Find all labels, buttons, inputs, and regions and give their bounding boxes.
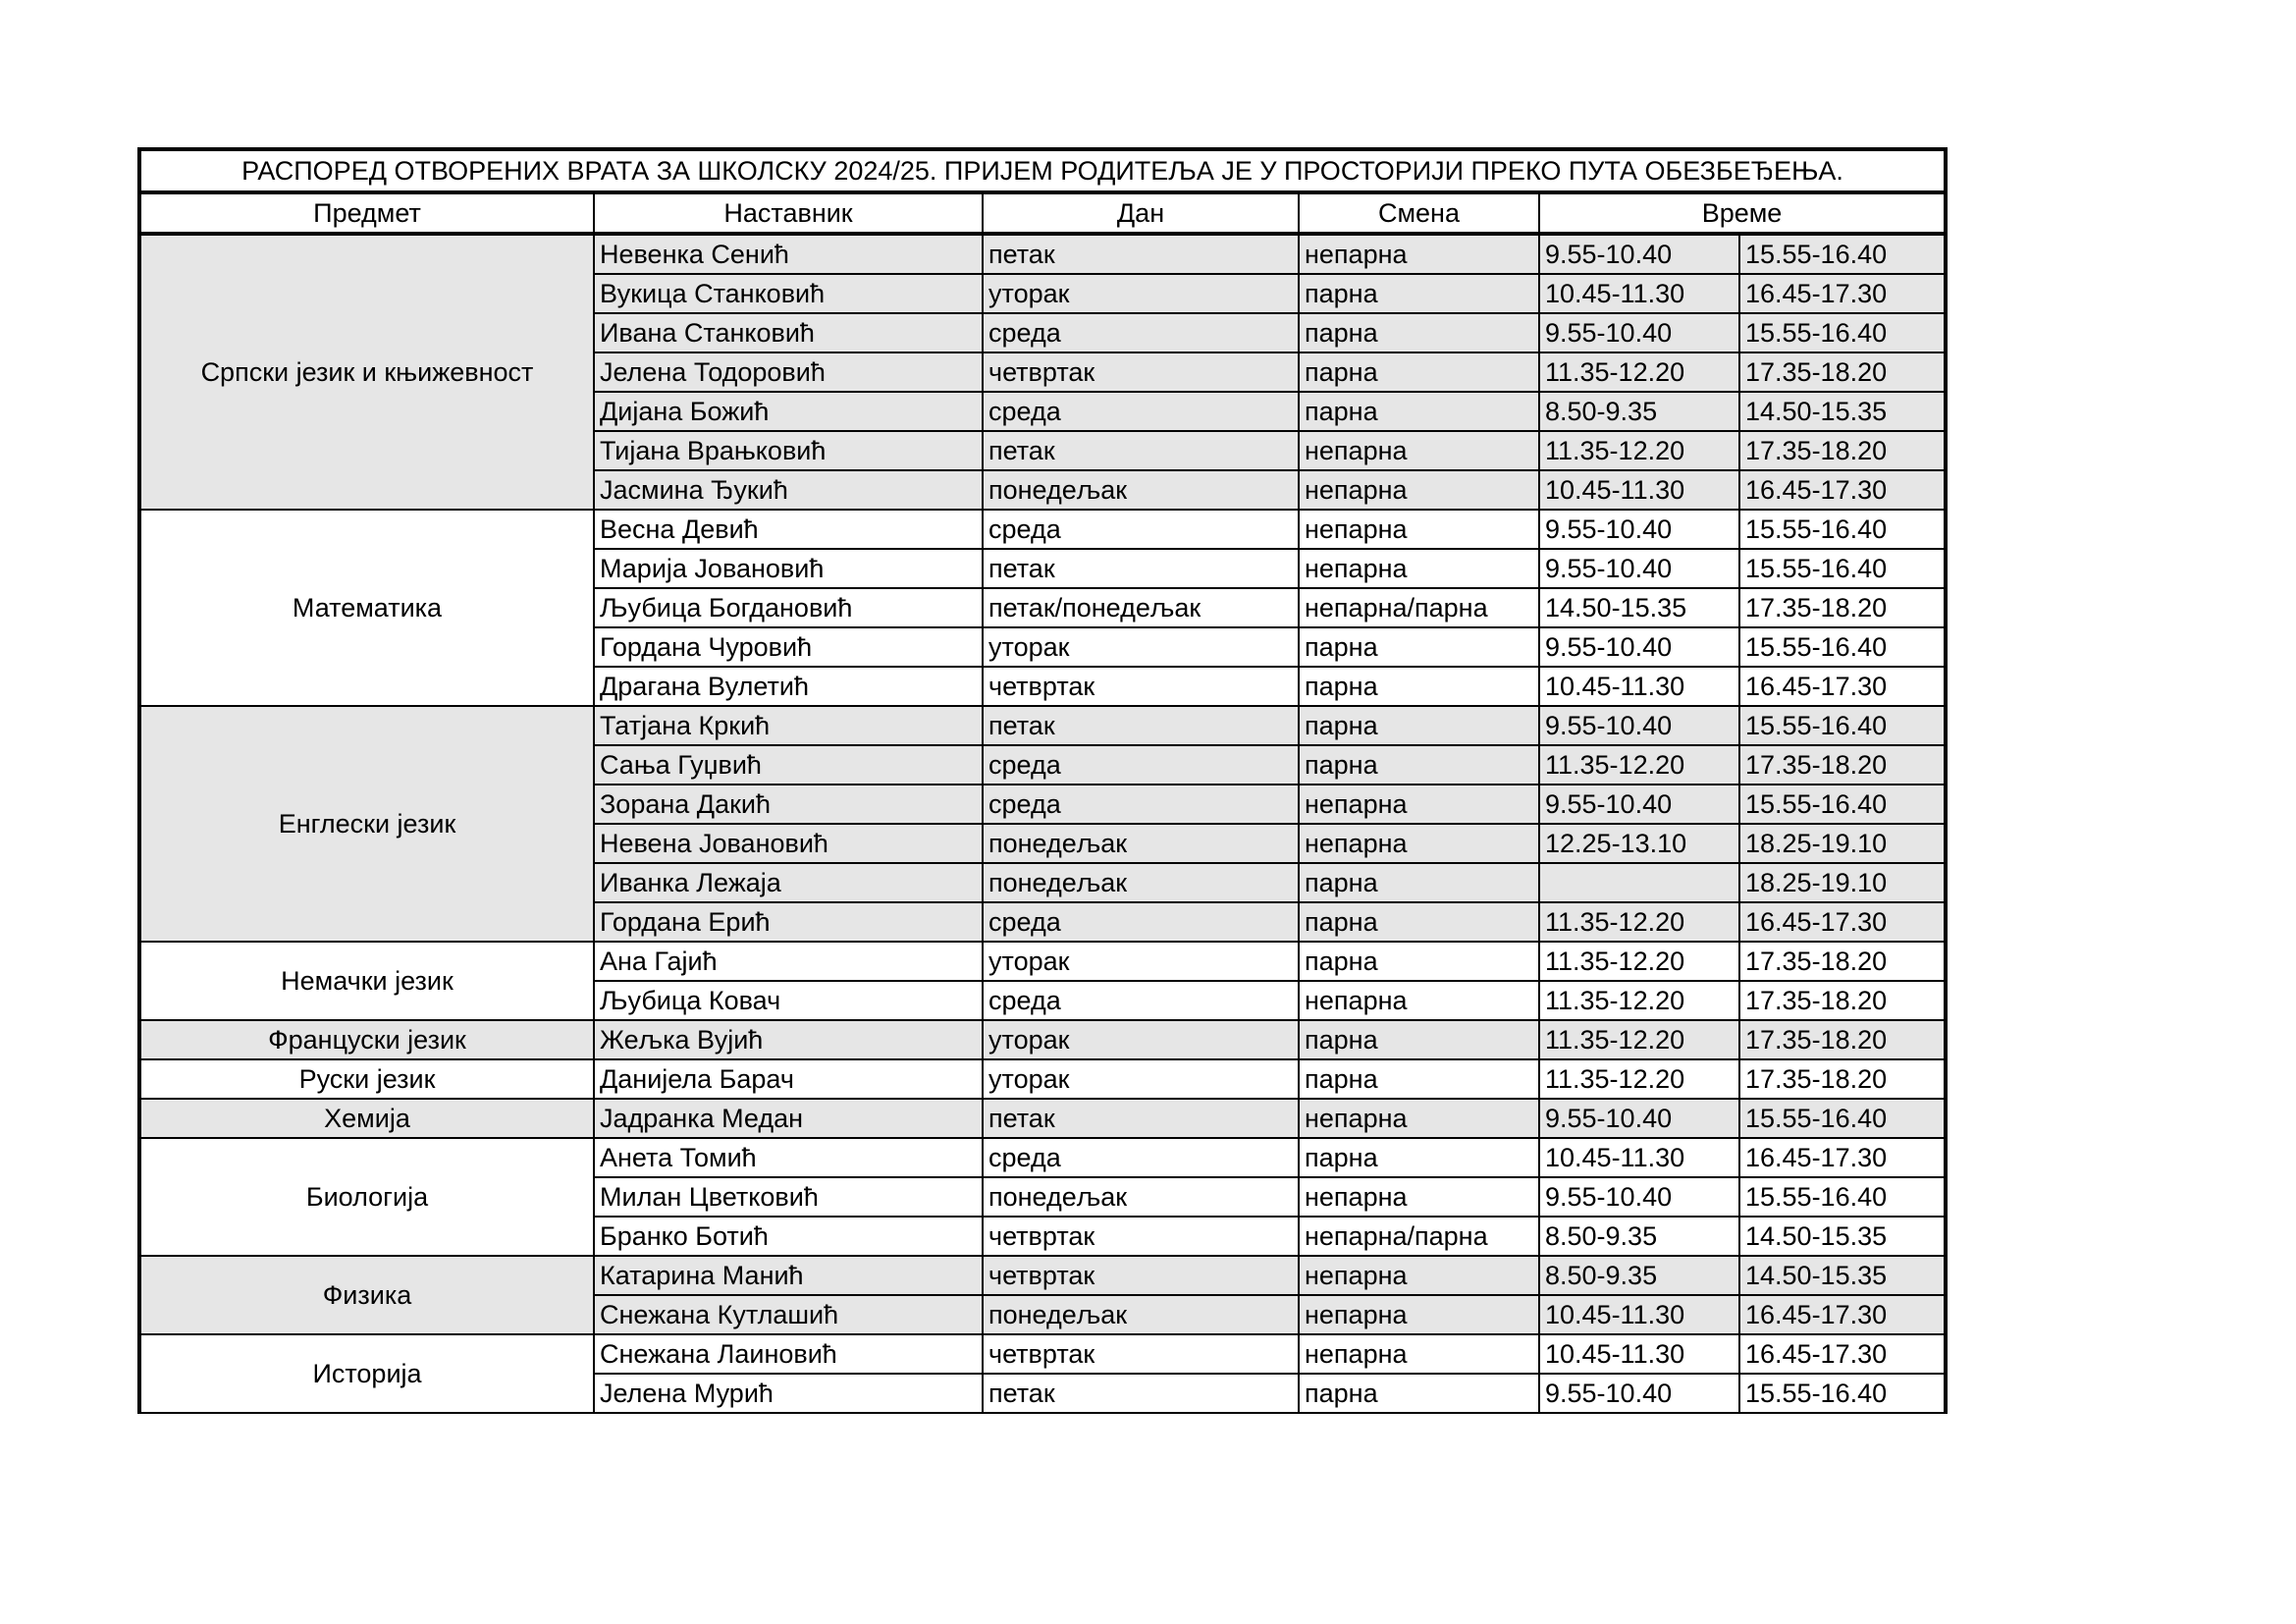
column-header-day: Дан [983,192,1299,234]
day-cell: четвртак [983,1334,1299,1374]
table-row [139,1099,1946,1138]
shift-cell: парна [1299,274,1539,313]
header-row [139,192,1946,234]
day-cell: уторак [983,1059,1299,1099]
title-row [139,149,1946,192]
day-cell: петак [983,706,1299,745]
teacher-cell: Јелена Тодоровић [594,352,983,392]
day-cell: четвртак [983,1256,1299,1295]
shift-cell: непарна/парна [1299,1217,1539,1256]
day-cell: четвртак [983,352,1299,392]
time-morning-cell: 10.45-11.30 [1539,1295,1739,1334]
subject-cell: Немачки језик [139,942,594,1020]
teacher-cell: Снежана Лаиновић [594,1334,983,1374]
time-afternoon-cell: 18.25-19.10 [1739,824,1946,863]
shift-cell: непарна [1299,785,1539,824]
day-cell: петак [983,431,1299,470]
time-morning-cell: 10.45-11.30 [1539,274,1739,313]
day-cell: понедељак [983,863,1299,902]
subject-cell: Физика [139,1256,594,1334]
time-afternoon-cell: 16.45-17.30 [1739,1295,1946,1334]
subject-cell: Српски језик и књижевност [139,234,594,510]
teacher-cell: Татјана Кркић [594,706,983,745]
time-morning-cell: 11.35-12.20 [1539,745,1739,785]
day-cell: четвртак [983,1217,1299,1256]
time-morning-cell: 11.35-12.20 [1539,1020,1739,1059]
teacher-cell: Ана Гајић [594,942,983,981]
table-row [139,1334,1946,1374]
teacher-cell: Драгана Вулетић [594,667,983,706]
shift-cell: парна [1299,352,1539,392]
teacher-cell: Жељка Вујић [594,1020,983,1059]
shift-cell: непарна [1299,1177,1539,1217]
shift-cell: парна [1299,942,1539,981]
day-cell: петак [983,549,1299,588]
shift-cell: непарна [1299,549,1539,588]
day-cell: уторак [983,1020,1299,1059]
time-afternoon-cell: 17.35-18.20 [1739,588,1946,627]
day-cell: среда [983,1138,1299,1177]
day-cell: петак [983,234,1299,274]
time-morning-cell: 9.55-10.40 [1539,1177,1739,1217]
teacher-cell: Бранко Ботић [594,1217,983,1256]
time-afternoon-cell: 16.45-17.30 [1739,1334,1946,1374]
teacher-cell: Снежана Кутлашић [594,1295,983,1334]
shift-cell: непарна [1299,234,1539,274]
day-cell: среда [983,313,1299,352]
teacher-cell: Анета Томић [594,1138,983,1177]
shift-cell: непарна [1299,470,1539,510]
time-afternoon-cell: 17.35-18.20 [1739,981,1946,1020]
subject-cell: Француски језик [139,1020,594,1059]
time-morning-cell: 9.55-10.40 [1539,234,1739,274]
table-row [139,1059,1946,1099]
time-morning-cell: 10.45-11.30 [1539,470,1739,510]
time-afternoon-cell: 17.35-18.20 [1739,352,1946,392]
table-row [139,234,1946,274]
time-afternoon-cell: 14.50-15.35 [1739,392,1946,431]
shift-cell: непарна [1299,1334,1539,1374]
time-afternoon-cell: 15.55-16.40 [1739,234,1946,274]
shift-cell: непарна [1299,510,1539,549]
teacher-cell: Катарина Манић [594,1256,983,1295]
shift-cell: парна [1299,1020,1539,1059]
time-morning-cell: 8.50-9.35 [1539,1217,1739,1256]
day-cell: уторак [983,274,1299,313]
column-header-subject: Предмет [139,192,594,234]
day-cell: понедељак [983,470,1299,510]
time-afternoon-cell: 17.35-18.20 [1739,942,1946,981]
shift-cell: парна [1299,1059,1539,1099]
day-cell: петак [983,1099,1299,1138]
teacher-cell: Сања Гуџвић [594,745,983,785]
shift-cell: непарна/парна [1299,588,1539,627]
shift-cell: парна [1299,627,1539,667]
time-morning-cell: 11.35-12.20 [1539,352,1739,392]
time-morning-cell: 9.55-10.40 [1539,1374,1739,1413]
time-morning-cell: 8.50-9.35 [1539,1256,1739,1295]
time-morning-cell: 11.35-12.20 [1539,981,1739,1020]
time-morning-cell: 9.55-10.40 [1539,627,1739,667]
teacher-cell: Вукица Станковић [594,274,983,313]
shift-cell: непарна [1299,824,1539,863]
day-cell: понедељак [983,1177,1299,1217]
time-morning-cell [1539,863,1739,902]
time-afternoon-cell: 15.55-16.40 [1739,313,1946,352]
time-afternoon-cell: 17.35-18.20 [1739,1059,1946,1099]
teacher-cell: Љубица Ковач [594,981,983,1020]
teacher-cell: Марија Јовановић [594,549,983,588]
time-afternoon-cell: 16.45-17.30 [1739,1138,1946,1177]
schedule-body [139,234,1946,1413]
subject-cell: Хемија [139,1099,594,1138]
teacher-cell: Јелена Мурић [594,1374,983,1413]
time-morning-cell: 11.35-12.20 [1539,431,1739,470]
shift-cell: парна [1299,667,1539,706]
teacher-cell: Данијела Барач [594,1059,983,1099]
time-morning-cell: 9.55-10.40 [1539,706,1739,745]
time-morning-cell: 10.45-11.30 [1539,667,1739,706]
time-afternoon-cell: 15.55-16.40 [1739,706,1946,745]
shift-cell: парна [1299,392,1539,431]
teacher-cell: Невенка Сенић [594,234,983,274]
day-cell: среда [983,745,1299,785]
teacher-cell: Гордана Чуровић [594,627,983,667]
shift-cell: парна [1299,313,1539,352]
time-morning-cell: 9.55-10.40 [1539,313,1739,352]
time-morning-cell: 11.35-12.20 [1539,902,1739,942]
day-cell: среда [983,902,1299,942]
teacher-cell: Тијана Врањковић [594,431,983,470]
time-morning-cell: 9.55-10.40 [1539,549,1739,588]
time-morning-cell: 11.35-12.20 [1539,942,1739,981]
day-cell: уторак [983,942,1299,981]
shift-cell: непарна [1299,981,1539,1020]
time-morning-cell: 12.25-13.10 [1539,824,1739,863]
teacher-cell: Зорана Дакић [594,785,983,824]
time-morning-cell: 10.45-11.30 [1539,1138,1739,1177]
teacher-cell: Љубица Богдановић [594,588,983,627]
time-morning-cell: 9.55-10.40 [1539,785,1739,824]
teacher-cell: Јадранка Медан [594,1099,983,1138]
table-row [139,510,1946,549]
table-row [139,1020,1946,1059]
shift-cell: парна [1299,1374,1539,1413]
shift-cell: парна [1299,902,1539,942]
open-door-schedule-table [137,147,1948,1414]
teacher-cell: Дијана Божић [594,392,983,431]
shift-cell: непарна [1299,431,1539,470]
time-afternoon-cell: 14.50-15.35 [1739,1217,1946,1256]
day-cell: среда [983,785,1299,824]
column-header-teacher: Наставник [594,192,983,234]
day-cell: среда [983,392,1299,431]
teacher-cell: Гордана Ерић [594,902,983,942]
time-afternoon-cell: 18.25-19.10 [1739,863,1946,902]
time-afternoon-cell: 15.55-16.40 [1739,627,1946,667]
table-row [139,1256,1946,1295]
teacher-cell: Јасмина Ђукић [594,470,983,510]
subject-cell: Биологија [139,1138,594,1256]
time-afternoon-cell: 16.45-17.30 [1739,274,1946,313]
time-morning-cell: 11.35-12.20 [1539,1059,1739,1099]
time-morning-cell: 14.50-15.35 [1539,588,1739,627]
table-row [139,706,1946,745]
time-afternoon-cell: 17.35-18.20 [1739,1020,1946,1059]
shift-cell: непарна [1299,1256,1539,1295]
time-afternoon-cell: 15.55-16.40 [1739,549,1946,588]
subject-cell: Историја [139,1334,594,1413]
day-cell: уторак [983,627,1299,667]
time-morning-cell: 9.55-10.40 [1539,1099,1739,1138]
shift-cell: парна [1299,745,1539,785]
shift-cell: парна [1299,863,1539,902]
teacher-cell: Иванка Лежаја [594,863,983,902]
table-row [139,1138,1946,1177]
time-afternoon-cell: 15.55-16.40 [1739,1177,1946,1217]
time-afternoon-cell: 17.35-18.20 [1739,745,1946,785]
day-cell: петак [983,1374,1299,1413]
day-cell: среда [983,981,1299,1020]
table-title: РАСПОРЕД ОТВОРЕНИХ ВРАТА ЗА ШКОЛСКУ 2024/25. ПРИЈЕМ РОДИТЕЉА ЈЕ У ПРОСТОРИЈИ ПРЕКО ПУТА ОБЕЗБЕЂЕЊА. [139,149,1946,192]
teacher-cell: Ивана Станковић [594,313,983,352]
teacher-cell: Весна Девић [594,510,983,549]
table-row [139,942,1946,981]
time-afternoon-cell: 15.55-16.40 [1739,1374,1946,1413]
shift-cell: парна [1299,706,1539,745]
day-cell: понедељак [983,1295,1299,1334]
time-afternoon-cell: 15.55-16.40 [1739,510,1946,549]
shift-cell: непарна [1299,1295,1539,1334]
subject-cell: Руски језик [139,1059,594,1099]
day-cell: понедељак [983,824,1299,863]
time-afternoon-cell: 15.55-16.40 [1739,1099,1946,1138]
time-afternoon-cell: 16.45-17.30 [1739,470,1946,510]
time-morning-cell: 9.55-10.40 [1539,510,1739,549]
column-header-shift: Смена [1299,192,1539,234]
subject-cell: Математика [139,510,594,706]
time-afternoon-cell: 17.35-18.20 [1739,431,1946,470]
time-afternoon-cell: 16.45-17.30 [1739,902,1946,942]
day-cell: среда [983,510,1299,549]
teacher-cell: Невена Јовановић [594,824,983,863]
time-morning-cell: 10.45-11.30 [1539,1334,1739,1374]
shift-cell: парна [1299,1138,1539,1177]
time-morning-cell: 8.50-9.35 [1539,392,1739,431]
shift-cell: непарна [1299,1099,1539,1138]
teacher-cell: Милан Цветковић [594,1177,983,1217]
time-afternoon-cell: 16.45-17.30 [1739,667,1946,706]
time-afternoon-cell: 15.55-16.40 [1739,785,1946,824]
day-cell: четвртак [983,667,1299,706]
time-afternoon-cell: 14.50-15.35 [1739,1256,1946,1295]
day-cell: петак/понедељак [983,588,1299,627]
subject-cell: Енглески језик [139,706,594,942]
column-header-time: Време [1539,192,1946,234]
